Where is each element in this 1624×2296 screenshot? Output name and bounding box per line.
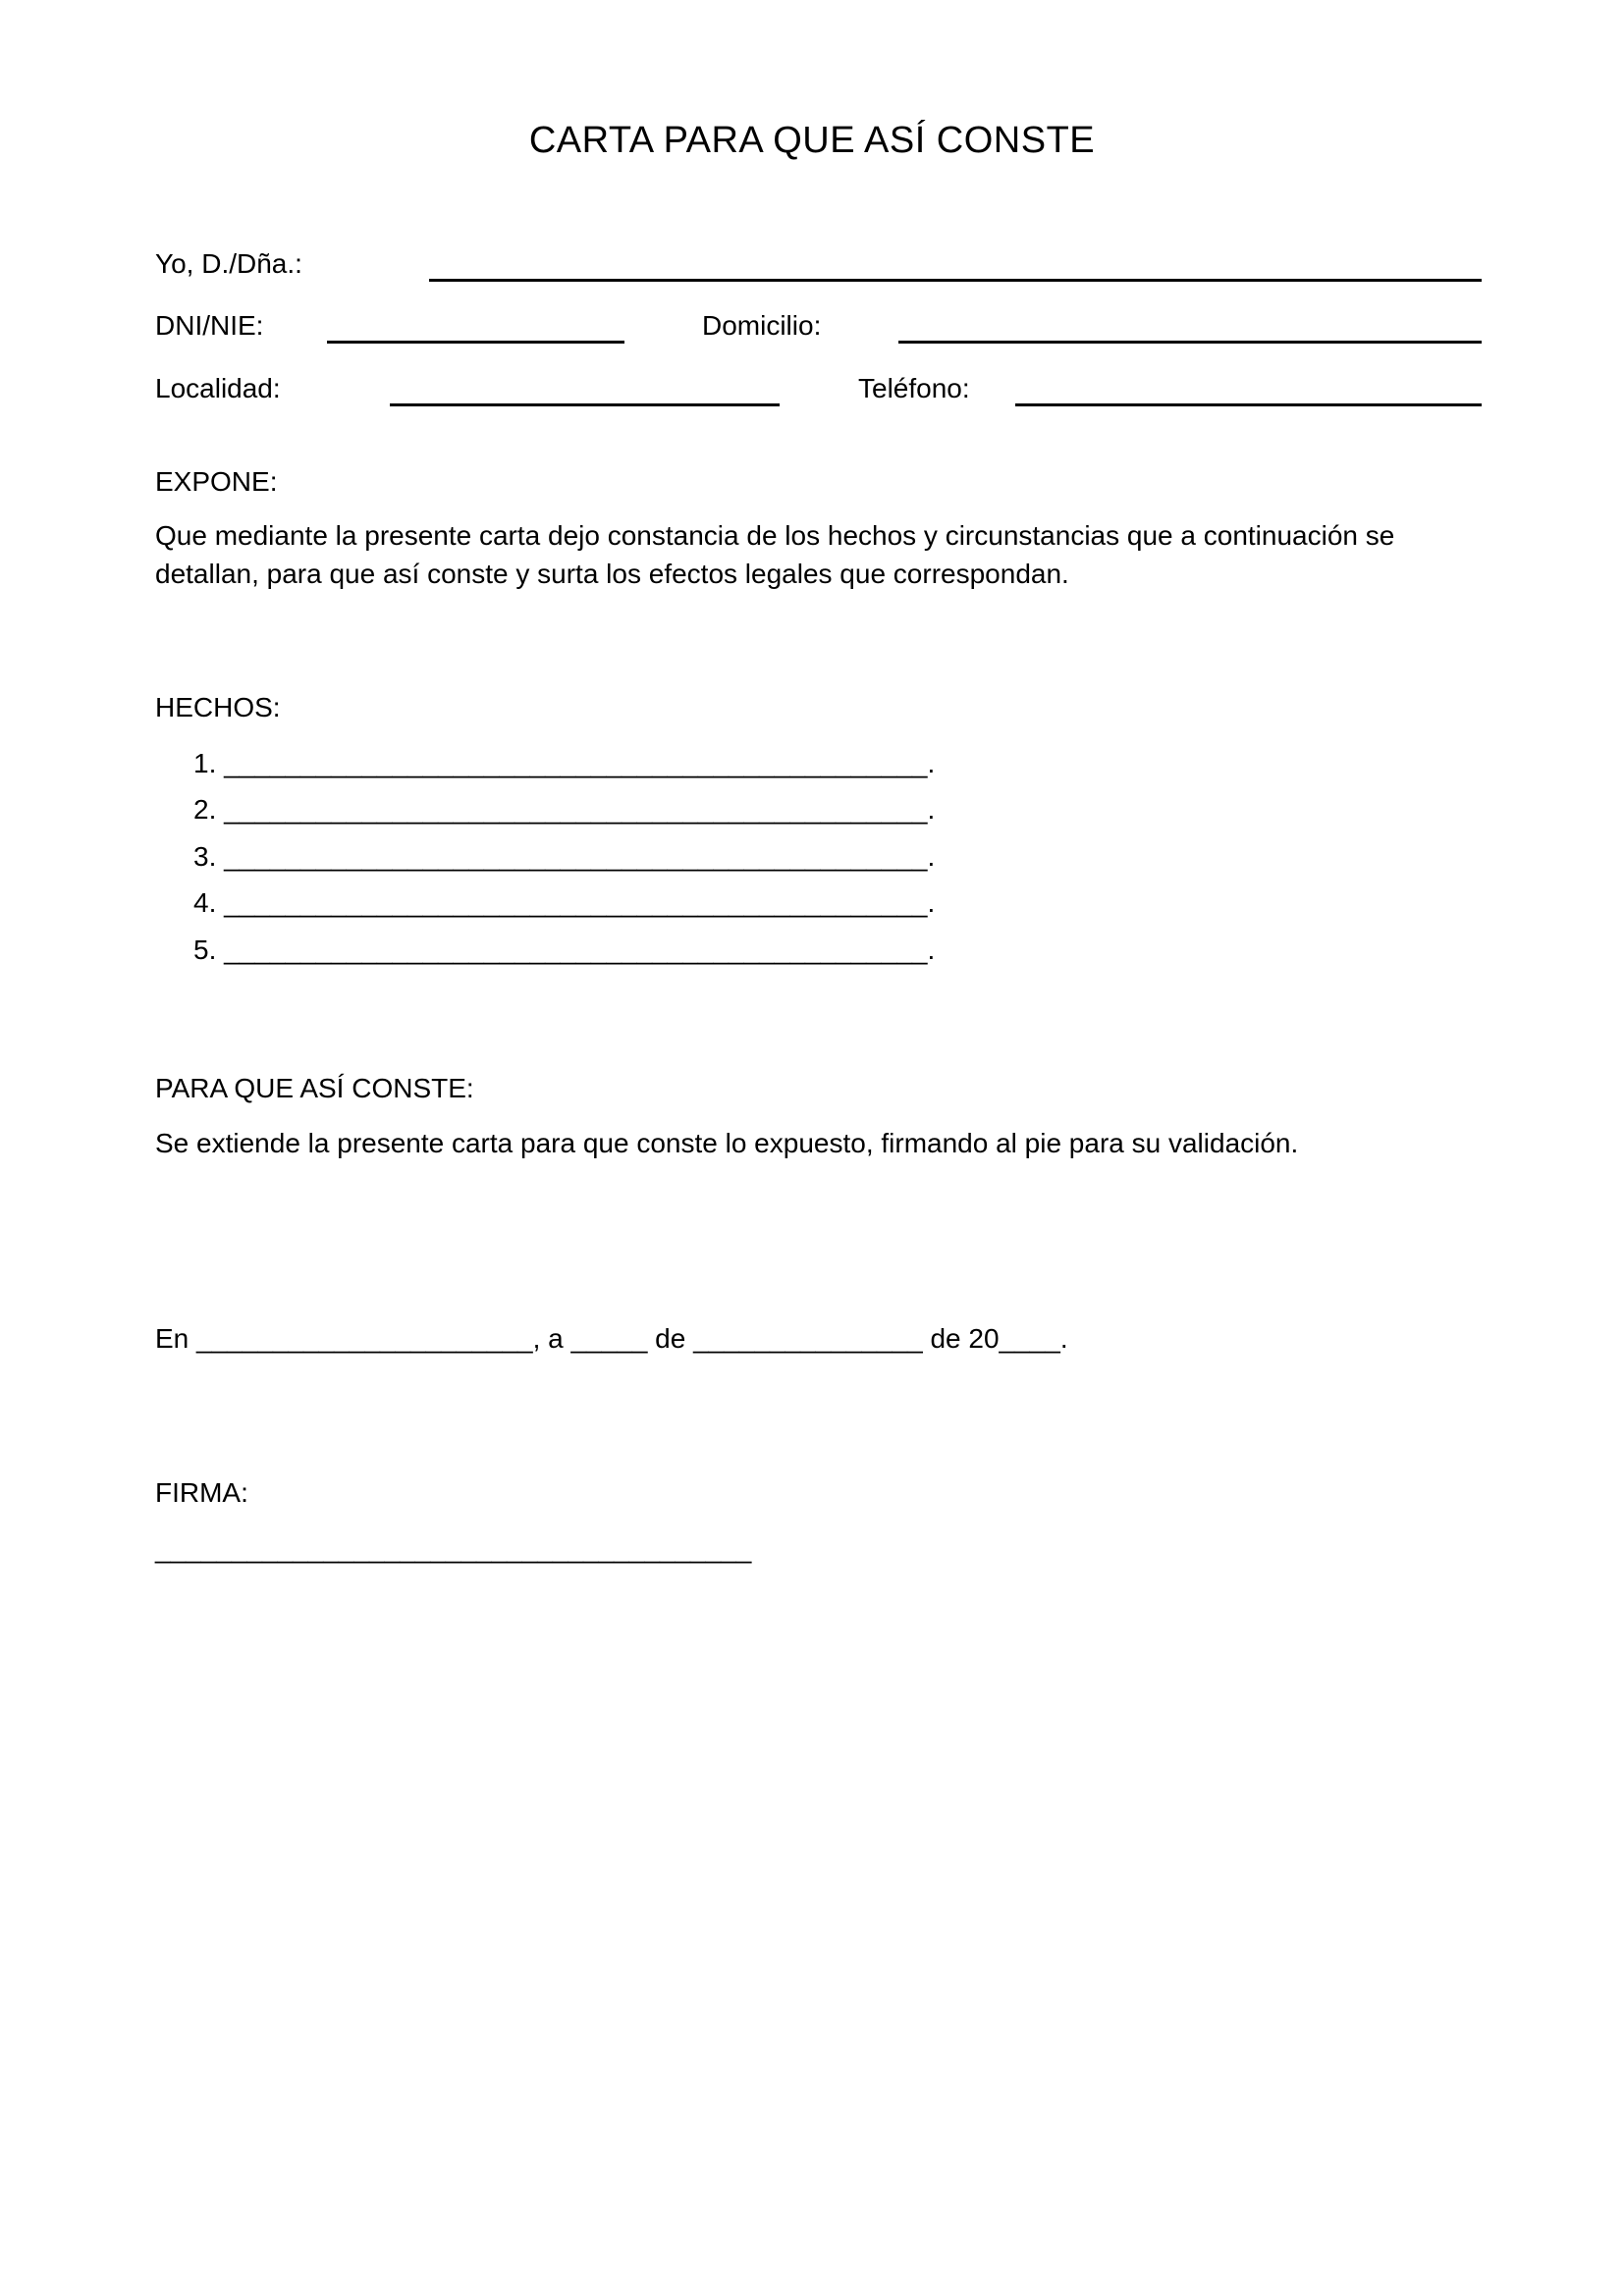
name-label: Yo, D./Dña.: [155,248,302,279]
phone-label: Teléfono: [858,373,970,403]
hecho-item-2[interactable] [193,793,935,827]
dni-field[interactable] [327,341,624,344]
conste-heading: PARA QUE ASÍ CONSTE: [155,1073,474,1103]
dni-label: DNI/NIE: [155,310,264,341]
hecho-item-5[interactable] [193,934,935,967]
hecho-number: 4. [193,887,217,918]
signature-line[interactable]: _______________________________________ [155,1533,752,1564]
hecho-number: 5. [193,934,217,965]
hecho-item-4[interactable] [193,886,935,920]
hecho-item-1[interactable] [193,747,935,780]
expone-text: Que mediante la presente carta dejo constancia de los hechos y circunstancias que a continuación se detallan, para que así conste y surta los efectos legales que correspondan. [155,520,1395,589]
hecho-blank: ______________________________________________. [224,934,936,965]
hecho-number: 1. [193,748,217,778]
hecho-item-3[interactable] [193,840,935,874]
document-title: CARTA PARA QUE ASÍ CONSTE [528,120,1096,161]
address-label: Domicilio: [702,310,822,341]
city-field[interactable] [390,403,780,406]
hecho-blank: ______________________________________________. [224,841,936,872]
hecho-number: 2. [193,794,217,825]
place-date-line[interactable]: En ______________________, a _____ de _______________ de 20____. [155,1323,1068,1354]
hecho-blank: ______________________________________________. [224,748,936,778]
hecho-blank: ______________________________________________. [224,887,936,918]
name-field[interactable] [429,279,1482,282]
city-label: Localidad: [155,373,281,403]
address-field[interactable] [898,341,1482,344]
hecho-number: 3. [193,841,217,872]
hecho-blank: ______________________________________________. [224,794,936,825]
expone-heading: EXPONE: [155,466,278,497]
hechos-heading: HECHOS: [155,692,281,722]
phone-field[interactable] [1015,403,1482,406]
firma-heading: FIRMA: [155,1477,248,1508]
conste-text: Se extiende la presente carta para que conste lo expuesto, firmando al pie para su validación. [155,1128,1299,1158]
